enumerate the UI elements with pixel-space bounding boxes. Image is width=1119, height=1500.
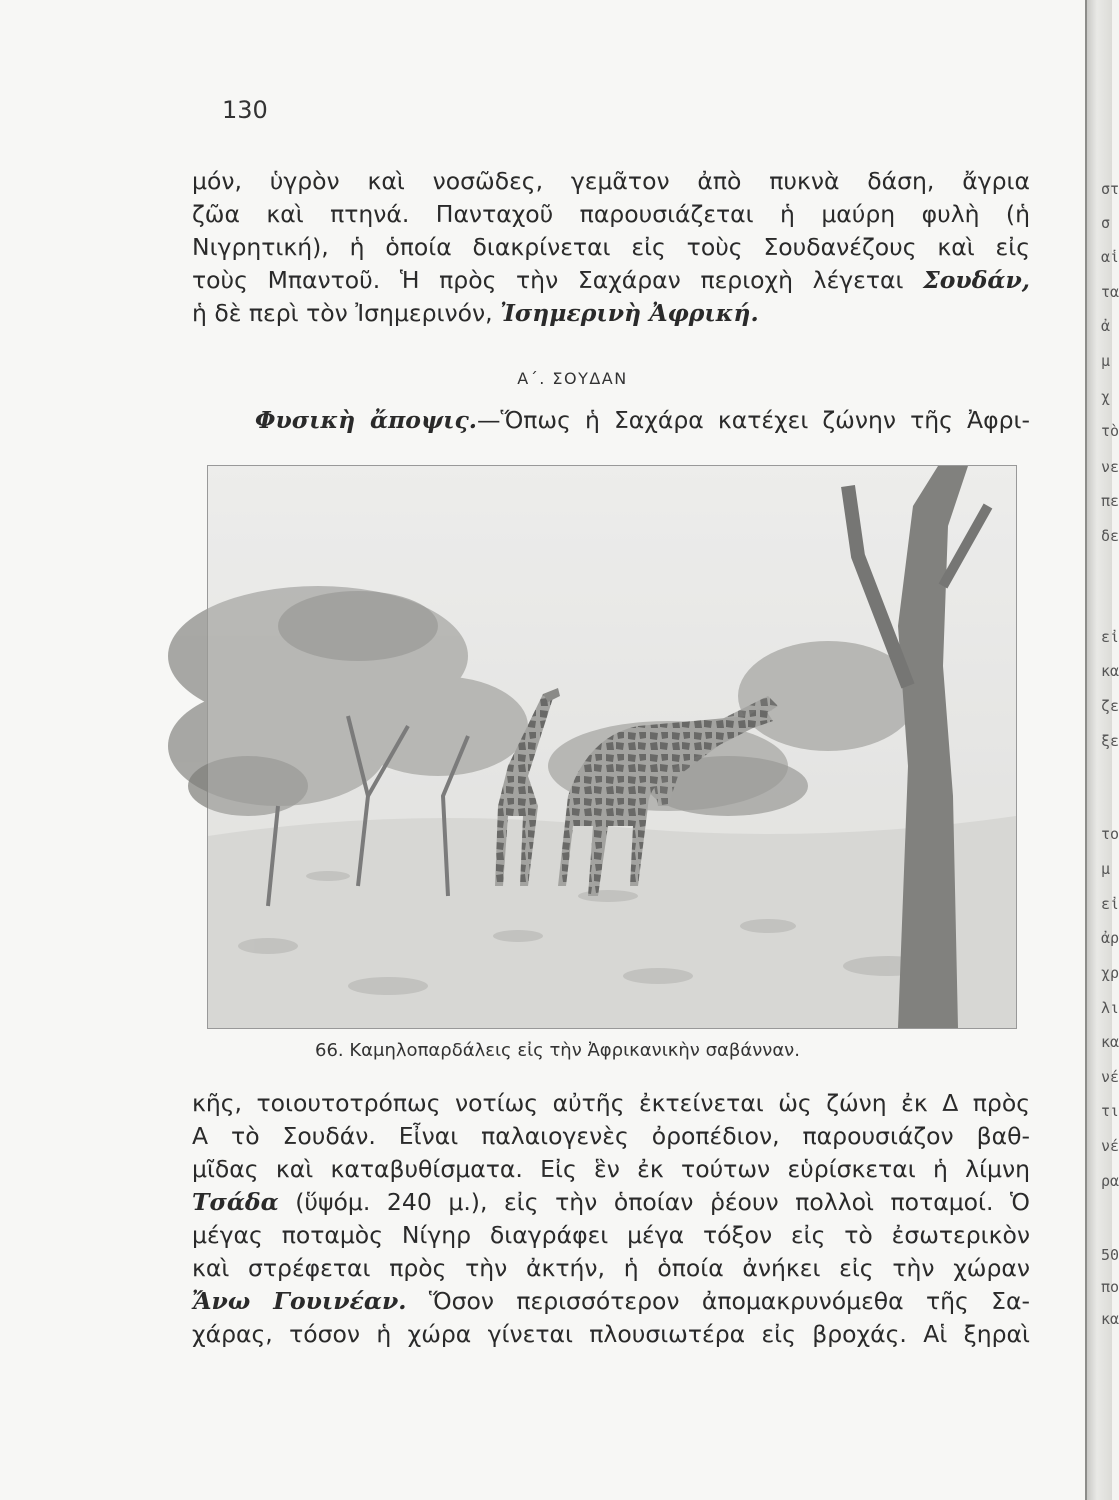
fragment: κα	[1101, 1310, 1119, 1328]
paragraph-intro	[255, 404, 1030, 437]
text-line: ζῶα καὶ πτηνά. Πανταχοῦ παρουσιάζεται ἡ μαύρη φυλὴ (ἡ	[192, 200, 1030, 228]
text-line: μῖδας καὶ καταβυθίσματα. Εἰς ἓν ἐκ τούτων εὑρίσκεται ἡ λίμνη	[192, 1155, 1030, 1183]
text-line	[192, 1285, 1030, 1318]
fragment: μ	[1101, 352, 1111, 370]
fragment: κα	[1101, 662, 1119, 680]
fragment: νέ	[1101, 1137, 1119, 1155]
text-line	[192, 1186, 1030, 1219]
fragment: τι	[1101, 1102, 1119, 1120]
fragment: ἀρ	[1101, 929, 1119, 947]
section-heading: Α΄. ΣΟΥΔΑΝ	[517, 369, 628, 388]
fragment: αἱ	[1101, 248, 1119, 266]
term-soudan: Σουδάν,	[923, 266, 1030, 294]
fragment: κα	[1101, 1033, 1119, 1051]
fragment: τὸ	[1101, 422, 1119, 440]
text-segment: τοὺς Μπαντοῦ. Ἡ πρὸς τὴν Σαχάραν περιοχὴ λέγεται	[192, 266, 904, 294]
fragment: νέ	[1101, 1068, 1119, 1086]
fragment: σ	[1101, 214, 1111, 232]
fragment: ξε	[1101, 732, 1119, 750]
paragraph-top	[192, 165, 1030, 330]
text-segment: (ὕψόμ. 240 μ.), εἰς τὴν ὁποίαν ῥέουν πολλοὶ ποταμοί. Ὁ	[295, 1188, 1030, 1216]
fragment: στ	[1101, 180, 1119, 198]
figure-caption: 66. Καμηλοπαρδάλεις εἰς τὴν Ἀφρικανικὴν σαβάνναν.	[315, 1040, 800, 1061]
text-line	[255, 404, 1030, 437]
fragment: τα	[1101, 283, 1119, 301]
text-segment: ἡ δὲ περὶ τὸν Ἰσημερινόν,	[192, 299, 493, 327]
fragment: ρα	[1101, 1172, 1119, 1190]
text-line: Α τὸ Σουδάν. Εἶναι παλαιογενὲς ὀροπέδιον, παρουσιάζον βαθ-	[192, 1122, 1030, 1150]
text-line: Νιγρητική), ἡ ὁποία διακρίνεται εἰς τοὺς Σουδανέζους καὶ εἰς	[192, 233, 1030, 261]
fragment: ἀ	[1101, 317, 1111, 335]
savanna-photo	[208, 466, 1016, 1028]
next-page-edge	[1085, 0, 1119, 1500]
text-line: χάρας, τόσον ἡ χώρα γίνεται πλουσιωτέρα εἰς βροχάς. Αἱ ξηραὶ	[192, 1320, 1030, 1348]
text-line: καὶ στρέφεται πρὸς τὴν ἀκτήν, ἡ ὁποία ἀνήκει εἰς τὴν χώραν	[192, 1254, 1030, 1282]
fragment: ζε	[1101, 697, 1119, 715]
text-line: μέγας ποταμὸς Νίγηρ διαγράφει μέγα τόξον εἰς τὸ ἐσωτερικὸν	[192, 1221, 1030, 1249]
fragment: νε	[1101, 458, 1119, 476]
text-line	[192, 264, 1030, 297]
figure-giraffes-photo	[207, 465, 1017, 1029]
fragment: μ	[1101, 860, 1111, 878]
fragment: χρ	[1101, 964, 1119, 982]
fragment: δε	[1101, 527, 1119, 545]
text-line: μόν, ὑγρὸν καὶ νοσῶδες, γεμᾶτον ἀπὸ πυκνὰ δάση, ἄγρια	[192, 167, 1030, 195]
fragment: 50	[1101, 1246, 1119, 1264]
page-number: 130	[222, 96, 268, 124]
term-tsada: Τσάδα	[192, 1188, 279, 1216]
text-segment: Ὅσον περισσότερον ἀπομακρυνόμεθα τῆς Σα-	[428, 1287, 1030, 1315]
text-line	[192, 297, 1030, 330]
fragment: πε	[1101, 492, 1119, 510]
subheading-physical-view: Φυσικὴ ἄποψις.	[255, 406, 477, 434]
text-line: κῆς, τοιουτοτρόπως νοτίως αὐτῆς ἐκτείνεται ὡς ζώνη ἐκ Δ πρὸς	[192, 1089, 1030, 1117]
fragment: εἰ	[1101, 895, 1119, 913]
fragment: εἰ	[1101, 628, 1119, 646]
text-segment: —Ὅπως ἡ Σαχάρα κατέχει ζώνην τῆς Ἀφρι-	[476, 406, 1030, 434]
paragraph-bottom	[192, 1087, 1030, 1351]
fragment: το	[1101, 825, 1119, 843]
term-equatorial-africa: Ἰσημερινὴ Ἀφρική.	[500, 299, 759, 327]
fragment: χ	[1101, 388, 1111, 406]
term-upper-guinea: Ἄνω Γουινέαν.	[192, 1287, 407, 1315]
fragment: πο	[1101, 1278, 1119, 1296]
fragment: λι	[1101, 999, 1119, 1017]
